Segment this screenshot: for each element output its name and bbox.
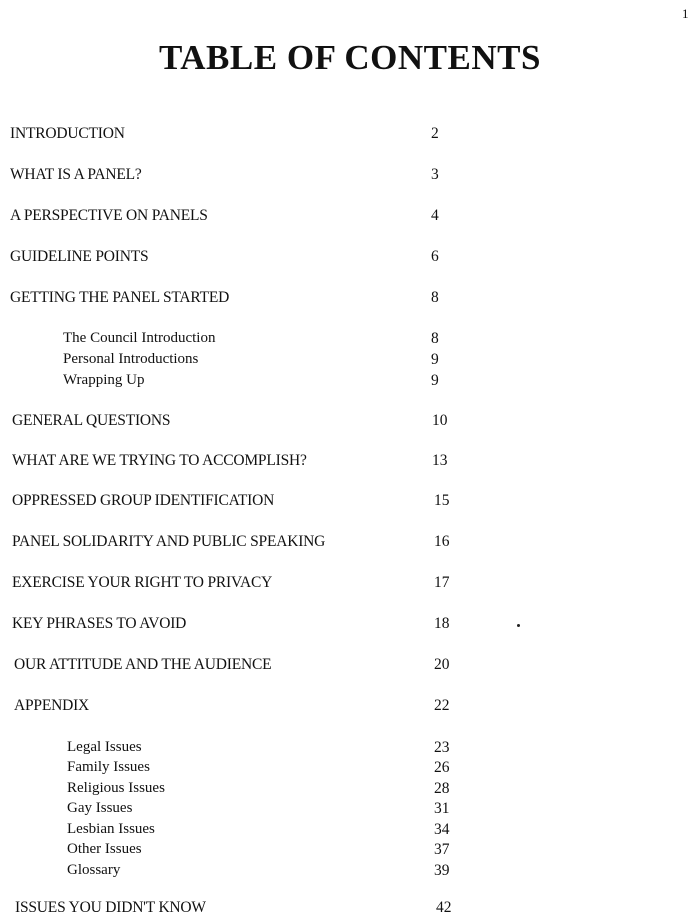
toc-entry-label: Family Issues xyxy=(67,759,150,775)
toc-entry-label: Lesbian Issues xyxy=(67,821,155,837)
toc-entry-label: Personal Introductions xyxy=(63,351,199,367)
toc-subentry xyxy=(0,330,700,350)
toc-entry-label: OUR ATTITUDE AND THE AUDIENCE xyxy=(14,656,272,673)
toc-entry-page-number: 23 xyxy=(434,739,450,756)
toc-entry-page-number: 15 xyxy=(434,492,450,509)
toc-subentry xyxy=(0,780,700,800)
toc-entry-page-number: 34 xyxy=(434,821,450,838)
toc-entry-page-number: 9 xyxy=(431,372,439,389)
toc-entry xyxy=(0,615,700,635)
toc-entry xyxy=(0,289,700,309)
toc-entry-page-number: 28 xyxy=(434,780,450,797)
toc-entry-label: Other Issues xyxy=(67,841,142,857)
toc-entry-label: ISSUES YOU DIDN'T KNOW xyxy=(15,899,206,916)
toc-entry-label: KEY PHRASES TO AVOID xyxy=(12,615,187,632)
toc-entry-label: WHAT ARE WE TRYING TO ACCOMPLISH? xyxy=(12,452,307,469)
page-title: TABLE OF CONTENTS xyxy=(159,38,541,77)
toc-entry-page-number: 17 xyxy=(434,574,450,591)
toc-subentry xyxy=(0,759,700,779)
toc-entry xyxy=(0,412,700,432)
toc-entry-page-number: 2 xyxy=(431,125,439,142)
toc-subentry xyxy=(0,821,700,841)
toc-subentry xyxy=(0,372,700,392)
toc-entry-label: WHAT IS A PANEL? xyxy=(10,166,142,183)
toc-entry-label: OPPRESSED GROUP IDENTIFICATION xyxy=(12,492,275,509)
toc-entry-label: Gay Issues xyxy=(67,800,133,816)
toc-entry xyxy=(0,533,700,553)
toc-entry-page-number: 42 xyxy=(436,899,452,916)
toc-entry-page-number: 8 xyxy=(431,330,439,347)
toc-entry-label: PANEL SOLIDARITY AND PUBLIC SPEAKING xyxy=(12,533,326,550)
toc-entry-page-number: 3 xyxy=(431,166,439,183)
toc-subentry xyxy=(0,351,700,371)
toc-entry xyxy=(0,207,700,227)
page-number: 1 xyxy=(682,6,689,21)
toc-entry-page-number: 10 xyxy=(432,412,448,429)
toc-entry xyxy=(0,656,700,676)
toc-entry-page-number: 16 xyxy=(434,533,450,550)
toc-entry-page-number: 6 xyxy=(431,248,439,265)
toc-entry-page-number: 22 xyxy=(434,697,450,714)
toc-entry-label: A PERSPECTIVE ON PANELS xyxy=(10,207,208,224)
toc-entry-page-number: 20 xyxy=(434,656,450,673)
toc-entry-label: GUIDELINE POINTS xyxy=(10,248,149,265)
toc-entry-page-number: 8 xyxy=(431,289,439,306)
toc-subentry xyxy=(0,841,700,861)
toc-entry-page-number: 37 xyxy=(434,841,450,858)
toc-entry xyxy=(0,452,700,472)
toc-entry xyxy=(0,248,700,268)
toc-entry xyxy=(0,166,700,186)
toc-entry xyxy=(0,574,700,594)
toc-entry-label: EXERCISE YOUR RIGHT TO PRIVACY xyxy=(12,574,273,591)
toc-subentry xyxy=(0,800,700,820)
toc-entry-label: GENERAL QUESTIONS xyxy=(12,412,171,429)
toc-entry-page-number: 39 xyxy=(434,862,450,879)
toc-entry xyxy=(0,125,700,145)
toc-entry-label: GETTING THE PANEL STARTED xyxy=(10,289,230,306)
toc-entry xyxy=(0,492,700,512)
toc-entry-label: Legal Issues xyxy=(67,739,142,755)
toc-entry-page-number: 4 xyxy=(431,207,439,224)
toc-entry-label: Religious Issues xyxy=(67,780,165,796)
scan-speck xyxy=(517,624,520,627)
toc-entry-label: APPENDIX xyxy=(14,697,90,714)
toc-entry xyxy=(0,899,700,919)
toc-entry xyxy=(0,697,700,717)
toc-subentry xyxy=(0,739,700,759)
toc-entry-label: The Council Introduction xyxy=(63,330,216,346)
toc-entry-page-number: 26 xyxy=(434,759,450,776)
toc-entry-label: Glossary xyxy=(67,862,121,878)
toc-entry-page-number: 31 xyxy=(434,800,450,817)
toc-entry-label: Wrapping Up xyxy=(63,372,145,388)
toc-entry-label: INTRODUCTION xyxy=(10,125,125,142)
toc-entry-page-number: 13 xyxy=(432,452,448,469)
toc-entry-page-number: 9 xyxy=(431,351,439,368)
toc-entry-page-number: 18 xyxy=(434,615,450,632)
toc-subentry xyxy=(0,862,700,882)
